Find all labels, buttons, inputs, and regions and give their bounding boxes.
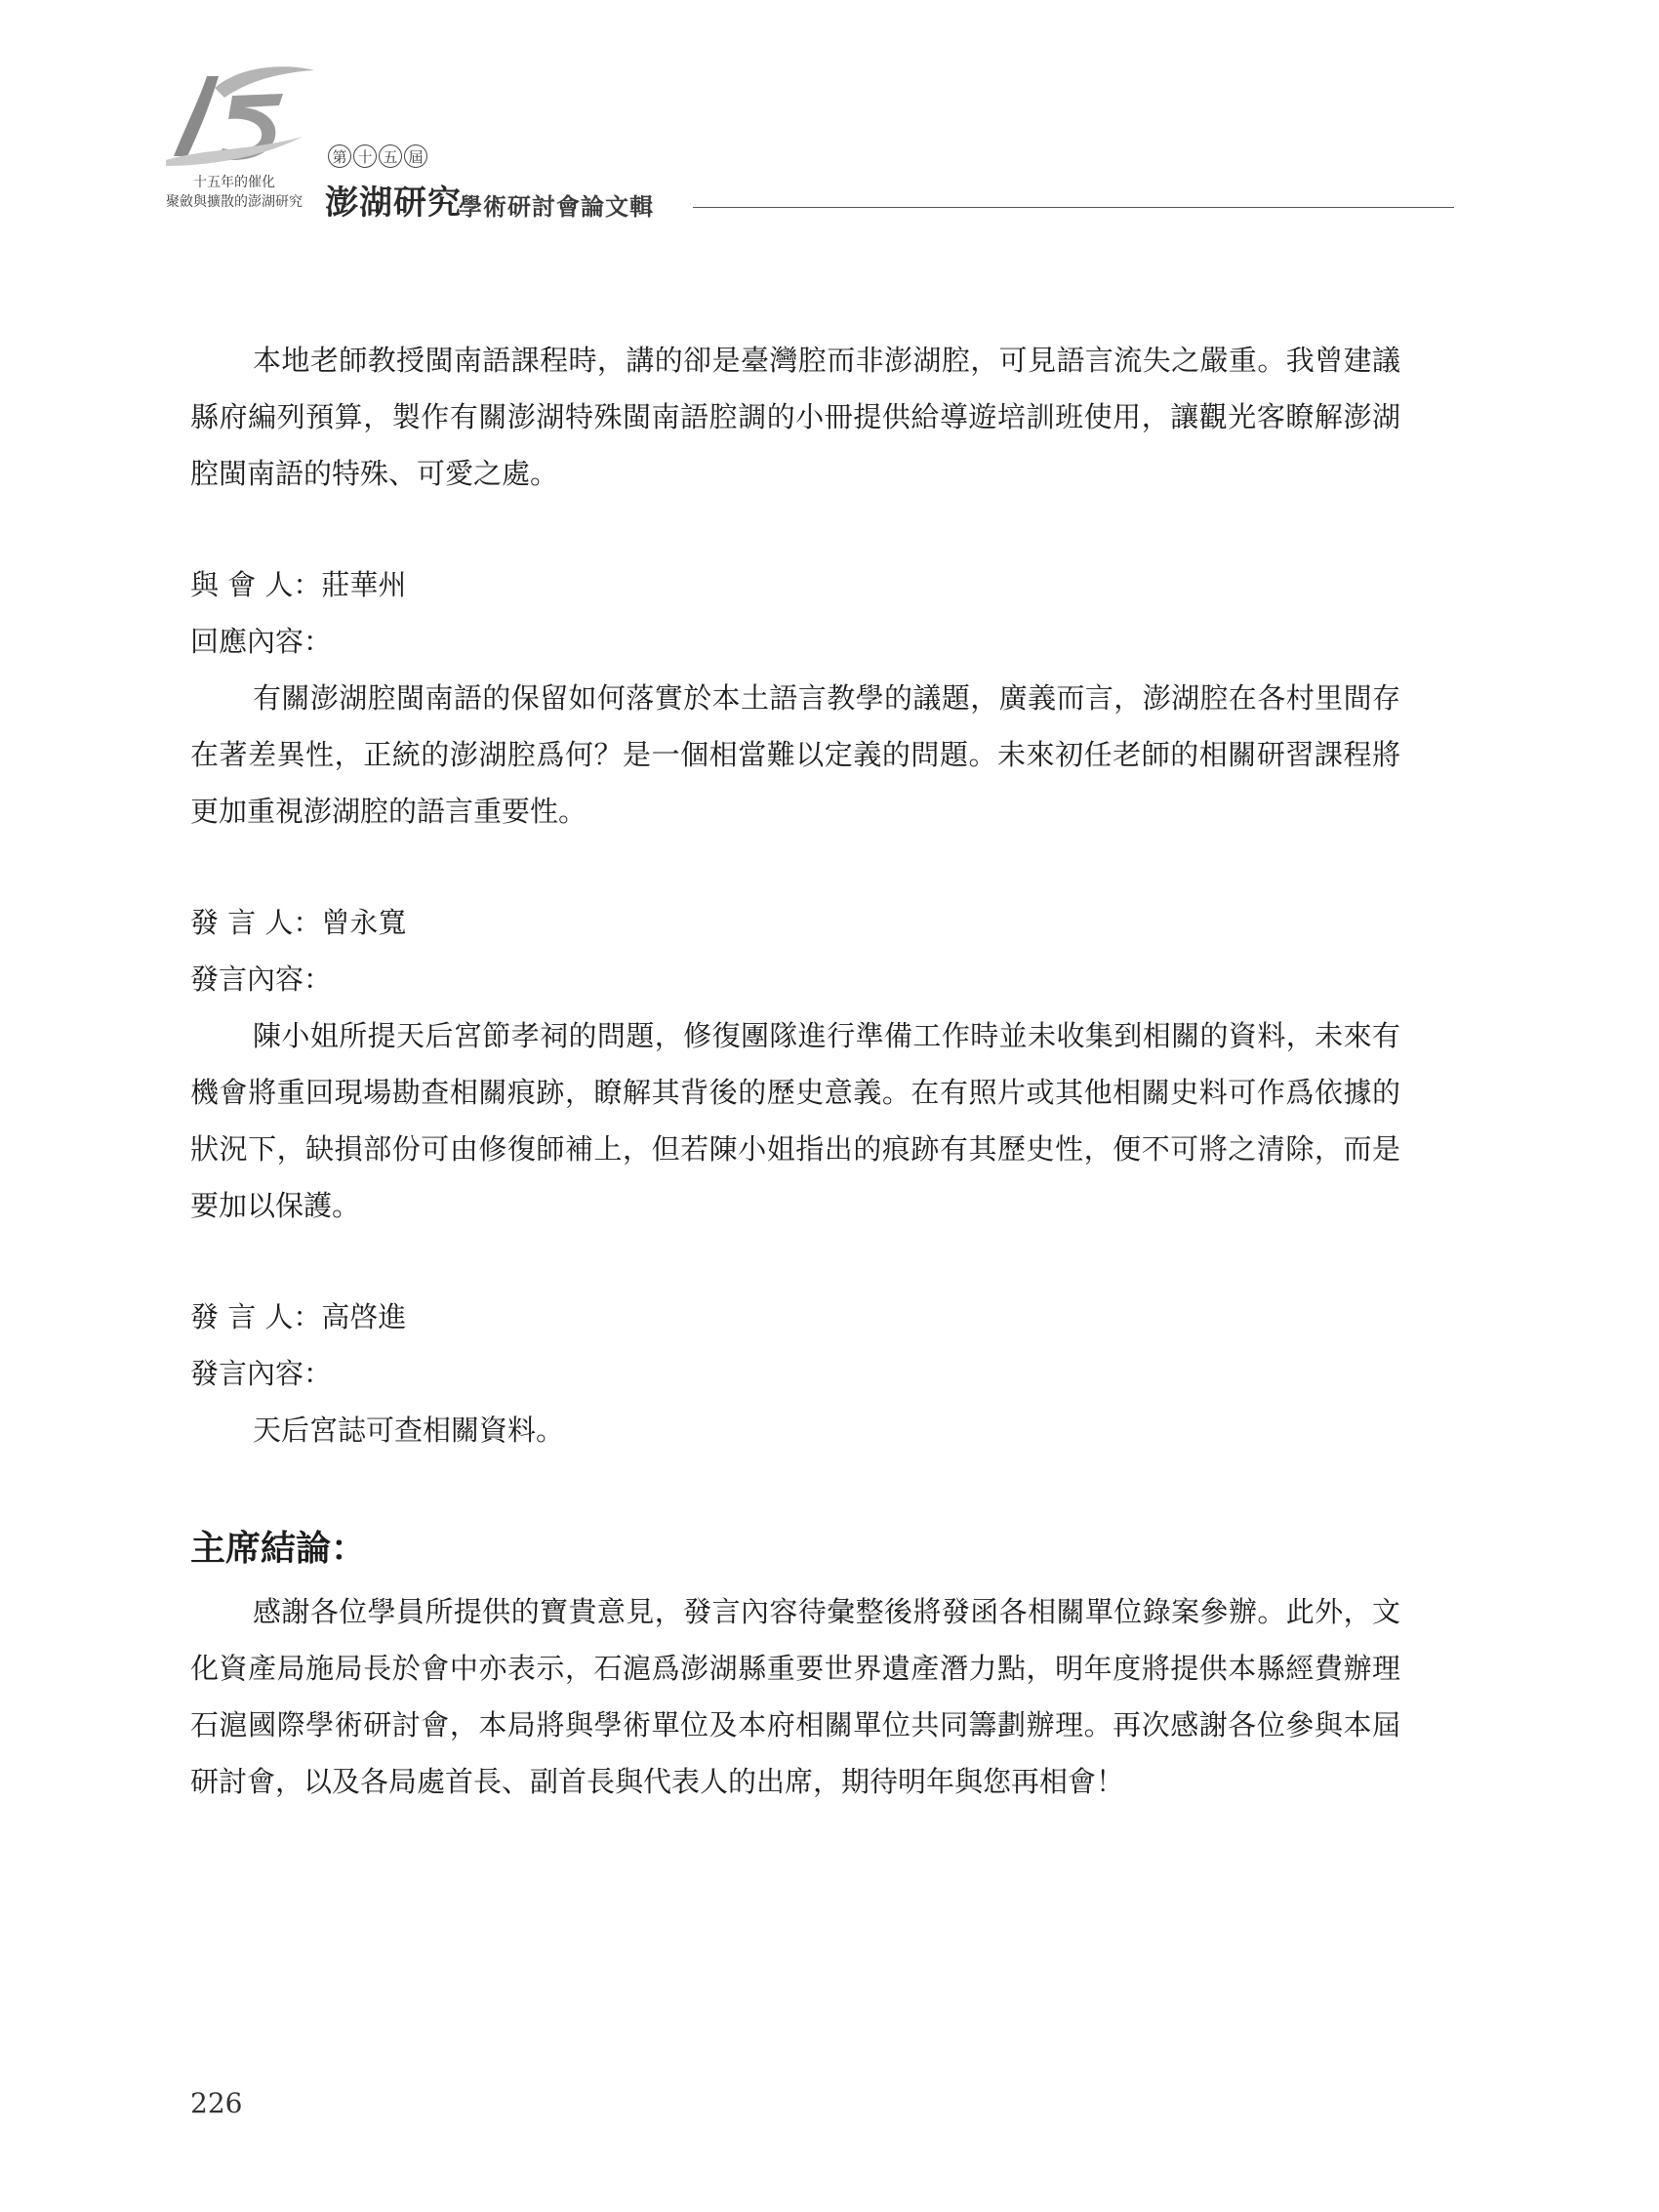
page-body <box>190 332 1400 1810</box>
speech-label: 發言內容： <box>190 963 333 996</box>
speech-label: 發言內容： <box>190 1357 333 1390</box>
series-subtitle: 學術研討會論文輯 <box>459 192 654 221</box>
running-header <box>0 0 1659 225</box>
logo-tagline-1: 十五年的催化 <box>193 175 275 190</box>
spacer <box>190 1234 1400 1289</box>
logo-tagline-2: 聚斂與擴散的澎湖研究 <box>166 194 303 210</box>
logo-15-graphic <box>146 59 322 171</box>
speaker-line-2: 發 言 人：曾永寬 <box>190 906 407 939</box>
spacer <box>190 1458 1400 1519</box>
paragraph-1: 本地老師教授閩南語課程時，講的卻是臺灣腔而非澎湖腔，可見語言流失之嚴重。我曾建議縣府編列預算，製作有關澎湖特殊閩南語腔調的小冊提供給導遊培訓班使用，讓觀光客瞭解澎湖腔閩南語的特殊、可愛之處。 <box>190 344 1400 490</box>
anniversary-logo <box>146 59 322 210</box>
header-divider <box>693 207 1454 208</box>
edition-char: 屆 <box>404 144 427 168</box>
page-number: 226 <box>190 2087 243 2119</box>
paragraph-3: 陳小姐所提天后宮節孝祠的問題，修復團隊進行準備工作時並未收集到相關的資料，未來有機會將重回現場勘查相關痕跡，瞭解其背後的歷史意義。在有照片或其他相關史料可作爲依據的狀況下，缺損部份可由修復師補上，但若陳小姐指出的痕跡有其歷史性，便不可將之清除，而是要加以保護。 <box>190 1019 1400 1222</box>
edition-badge <box>328 144 427 168</box>
paragraph-4: 天后宮誌可查相關資料。 <box>253 1413 565 1447</box>
series-title: 澎湖研究 <box>325 184 462 223</box>
edition-char: 十 <box>353 144 377 168</box>
paragraph-5: 感謝各位學員所提供的寶貴意見，發言內容待彙整後將發函各相關單位錄案參辦。此外，文化資產局施局長於會中亦表示，石滬爲澎湖縣重要世界遺產潛力點，明年度將提供本縣經費辦理石滬國際學術研討會，本局將與學術單位及本府相關單位共同籌劃辦理。再次感謝各位參與本屆研討會，以及各局處首長、副首長與代表人的出席，期待明年與您再相會！ <box>190 1595 1400 1798</box>
edition-char: 第 <box>328 144 351 168</box>
speaker-line-3: 發 言 人：高啓進 <box>190 1300 407 1333</box>
spacer <box>190 840 1400 894</box>
conclusion-heading: 主席結論： <box>190 1528 367 1569</box>
spacer <box>190 502 1400 556</box>
speaker-line-1: 與 會 人：莊華州 <box>190 568 407 601</box>
edition-char: 五 <box>379 144 402 168</box>
paragraph-2: 有關澎湖腔閩南語的保留如何落實於本土語言教學的議題，廣義而言，澎湖腔在各村里間存在著差異性，正統的澎湖腔爲何？是一個相當難以定義的問題。未來初任老師的相關研習課程將更加重視澎湖腔的語言重要性。 <box>190 681 1400 828</box>
response-label: 回應內容： <box>190 625 333 658</box>
